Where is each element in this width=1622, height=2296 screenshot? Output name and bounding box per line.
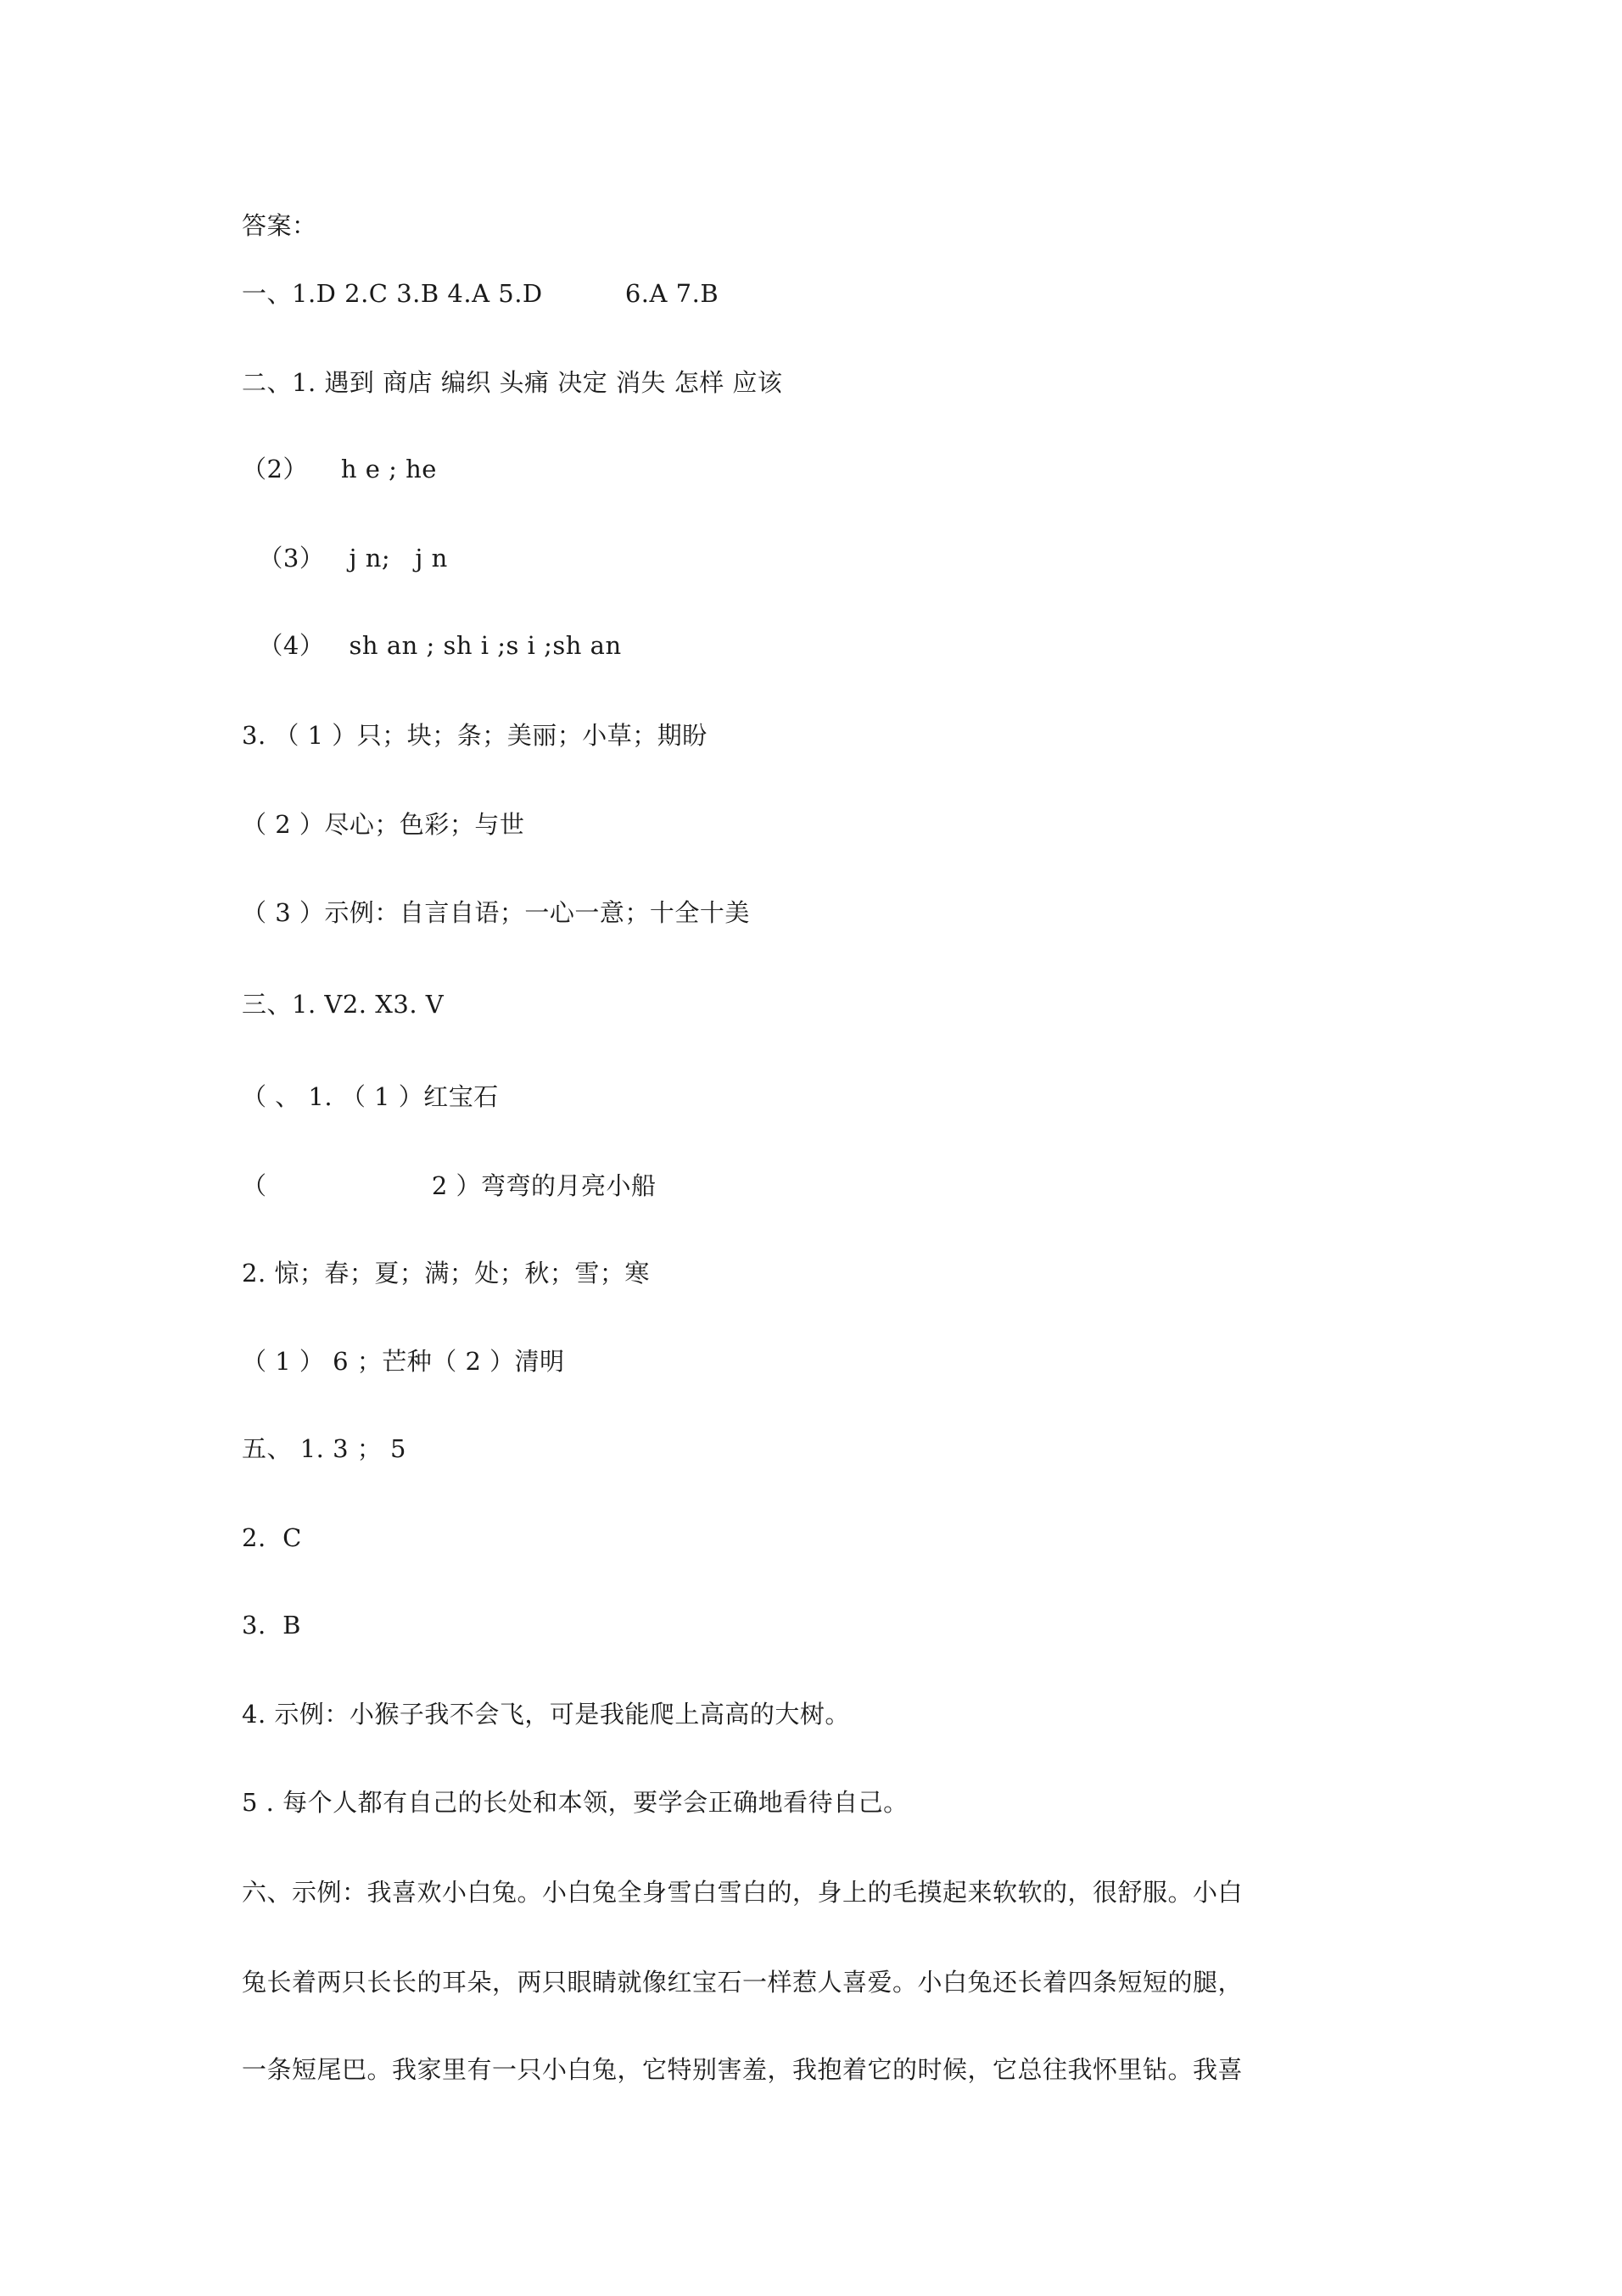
answer-line: （ 1 ） 6 ；芒种（ 2 ）清明 — [242, 1347, 565, 1376]
answer-line: （3） j n; j n — [242, 544, 448, 573]
answer-line: 2. C — [242, 1523, 302, 1552]
answer-line: 五、 1. 3 ； 5 — [242, 1434, 406, 1463]
answer-line: 一、1.D 2.C 3.B 4.A 5.D 6.A 7.B — [242, 279, 719, 308]
answer-line: 二、1. 遇到 商店 编织 头痛 决定 消失 怎样 应该 — [242, 368, 783, 397]
answer-line: 5 . 每个人都有自己的长处和本领，要学会正确地看待自己。 — [242, 1788, 909, 1817]
answer-line: 4. 示例：小猴子我不会飞，可是我能爬上高高的大树。 — [242, 1700, 850, 1729]
answer-line: （ 2 ）弯弯的月亮小船 — [242, 1171, 657, 1200]
answer-line: （2） h e ; he — [242, 455, 437, 483]
answer-line: （ 2 ）尽心；色彩；与世 — [242, 810, 525, 839]
answer-line: 2. 惊；春；夏；满；处；秋；雪；寒 — [242, 1259, 650, 1288]
answer-line: 三、1. V2. X3. V — [242, 990, 445, 1019]
answer-line: （ 3 ）示例：自言自语；一心一意；十全十美 — [242, 898, 750, 927]
essay-line: 六、示例：我喜欢小白兔。小白兔全身雪白雪白的，身上的毛摸起来软软的，很舒服。小白 — [242, 1878, 1244, 1907]
essay-line: 兔长着两只长长的耳朵，两只眼睛就像红宝石一样惹人喜爱。小白兔还长着四条短短的腿， — [242, 1968, 1244, 1997]
answer-line: （ 、 1. （ 1 ）红宝石 — [242, 1082, 499, 1111]
answer-line: 3. （ 1 ）只；块；条；美丽；小草；期盼 — [242, 721, 708, 750]
essay-line: 一条短尾巴。我家里有一只小白兔，它特别害羞，我抱着它的时候，它总往我怀里钻。我喜 — [242, 2055, 1244, 2084]
answer-line: 3. B — [242, 1611, 301, 1640]
answer-heading: 答案： — [242, 211, 317, 240]
answer-line: （4） sh an ; sh i ;s i ;sh an — [242, 631, 622, 660]
